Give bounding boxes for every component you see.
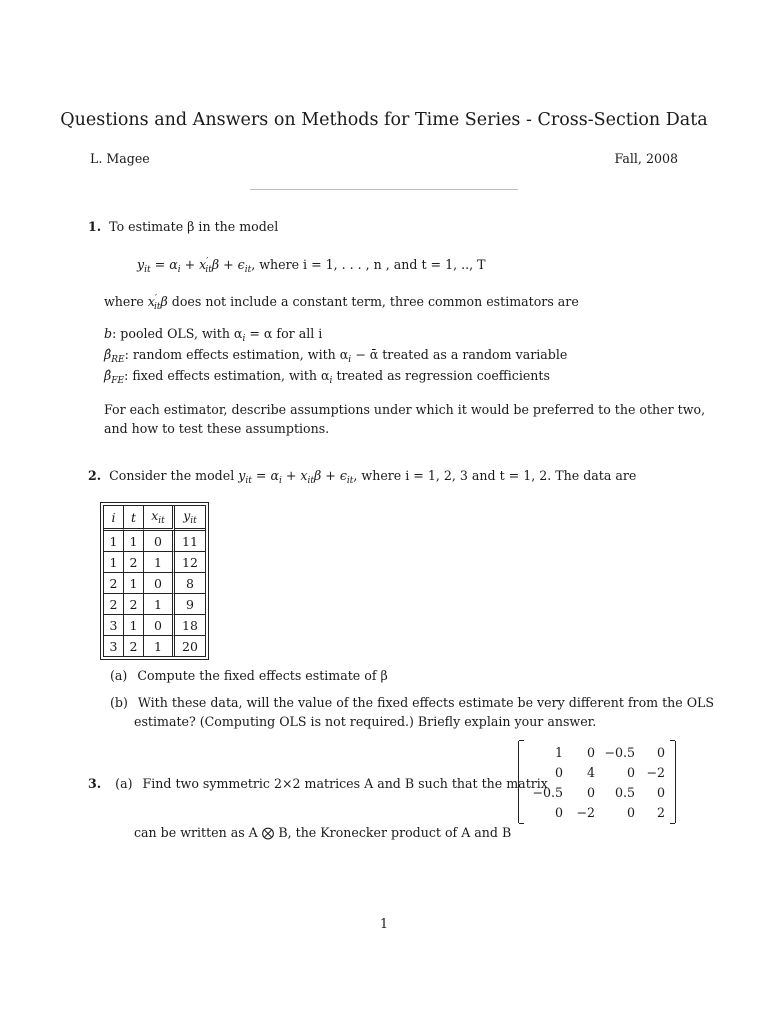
header-t: t: [124, 506, 144, 531]
author: L. Magee: [90, 151, 150, 166]
where-line: where $x'_{it}\beta$ does not include a constant term, three common estimators are: [104, 294, 579, 312]
question-1-paragraph-line-1: For each estimator, describe assumptions under which it would be preferred to the other two,: [104, 402, 706, 417]
table-row: 1 1 0 11: [104, 531, 205, 552]
matrix-row: 1 0 −0.5 0: [554, 745, 665, 760]
question-2-part-b-line-1: (b) With these data, will the value of the fixed effects estimate be very different from the OLS: [110, 695, 715, 710]
where-text: does not include a constant term, three common estimators are: [171, 294, 579, 309]
estimator-b: b: pooled OLS, with $\alpha_i = \alpha$ for all i: [104, 326, 323, 344]
divider: [250, 189, 518, 190]
page-title: Questions and Answers on Methods for Time Series - Cross-Section Data: [60, 110, 708, 130]
question-1-number: 1.: [88, 219, 102, 234]
question-2-part-b-line-2: estimate? (Computing OLS is not required.) Briefly explain your answer.: [134, 714, 597, 729]
header-y: $y_{it}$: [175, 506, 205, 531]
kronecker-matrix: [518, 741, 676, 823]
matrix-row: −0.5 0 0.5 0: [532, 785, 665, 800]
estimator-fe: $\betâ_{FE}$: fixed effects estimation, with $\alpha_i$ treated as regression coefficients: [104, 368, 550, 386]
question-3-part-a: 3. (a) Find two symmetric 2×2 matrices A and B such that the matrix: [88, 776, 548, 791]
table-row: 2 2 1 9: [104, 594, 205, 615]
header-i: i: [104, 506, 124, 531]
matrix-row: 0 4 0 −2: [554, 765, 665, 780]
estimator-re: $\betâ_{RE}$: random effects estimation, with $\alpha_i$ − ᾱ treated as a random variable: [104, 347, 568, 365]
page-number: 1: [379, 916, 388, 931]
table-header-row: [104, 506, 205, 531]
question-1-intro: [88, 219, 278, 234]
question-1-text: To estimate β in the model: [109, 219, 279, 234]
data-table: [103, 505, 206, 657]
question-3-number: 3.: [88, 776, 102, 791]
date: Fall, 2008: [614, 151, 678, 166]
estimator-b-symbol: b: [104, 326, 113, 341]
question-2-part-a: (a) Compute the fixed effects estimate of β: [110, 668, 388, 683]
matrix-row: 0 −2 0 2: [554, 805, 665, 820]
question-2-number: 2.: [88, 468, 102, 483]
question-1-paragraph-line-2: and how to test these assumptions.: [104, 421, 330, 436]
question-3-follow: can be written as A ⨂ B, the Kronecker product of A and B: [134, 825, 512, 840]
model-where: , where i = 1, . . . , n , and t = 1, .., T: [251, 257, 486, 272]
header-x: $x_{it}$: [144, 506, 175, 531]
table-row: 2 1 0 8: [104, 573, 205, 594]
question-2-intro: 2. Consider the model $y_{it} = \alpha_i + x_{it}\beta + \epsilon_{it}$, where i = 1, 2, 3 and t = 1, 2. The data are: [88, 468, 637, 486]
table-row: 1 2 1 12: [104, 552, 205, 573]
table-row: 3 1 0 18: [104, 615, 205, 636]
table-row: 3 2 1 20: [104, 636, 205, 656]
model-equation: $y_{it} = \alpha_i + x'_{it}\beta + \epsilon_{it}$, where i = 1, . . . , n , and t = 1, .., T: [137, 257, 486, 275]
